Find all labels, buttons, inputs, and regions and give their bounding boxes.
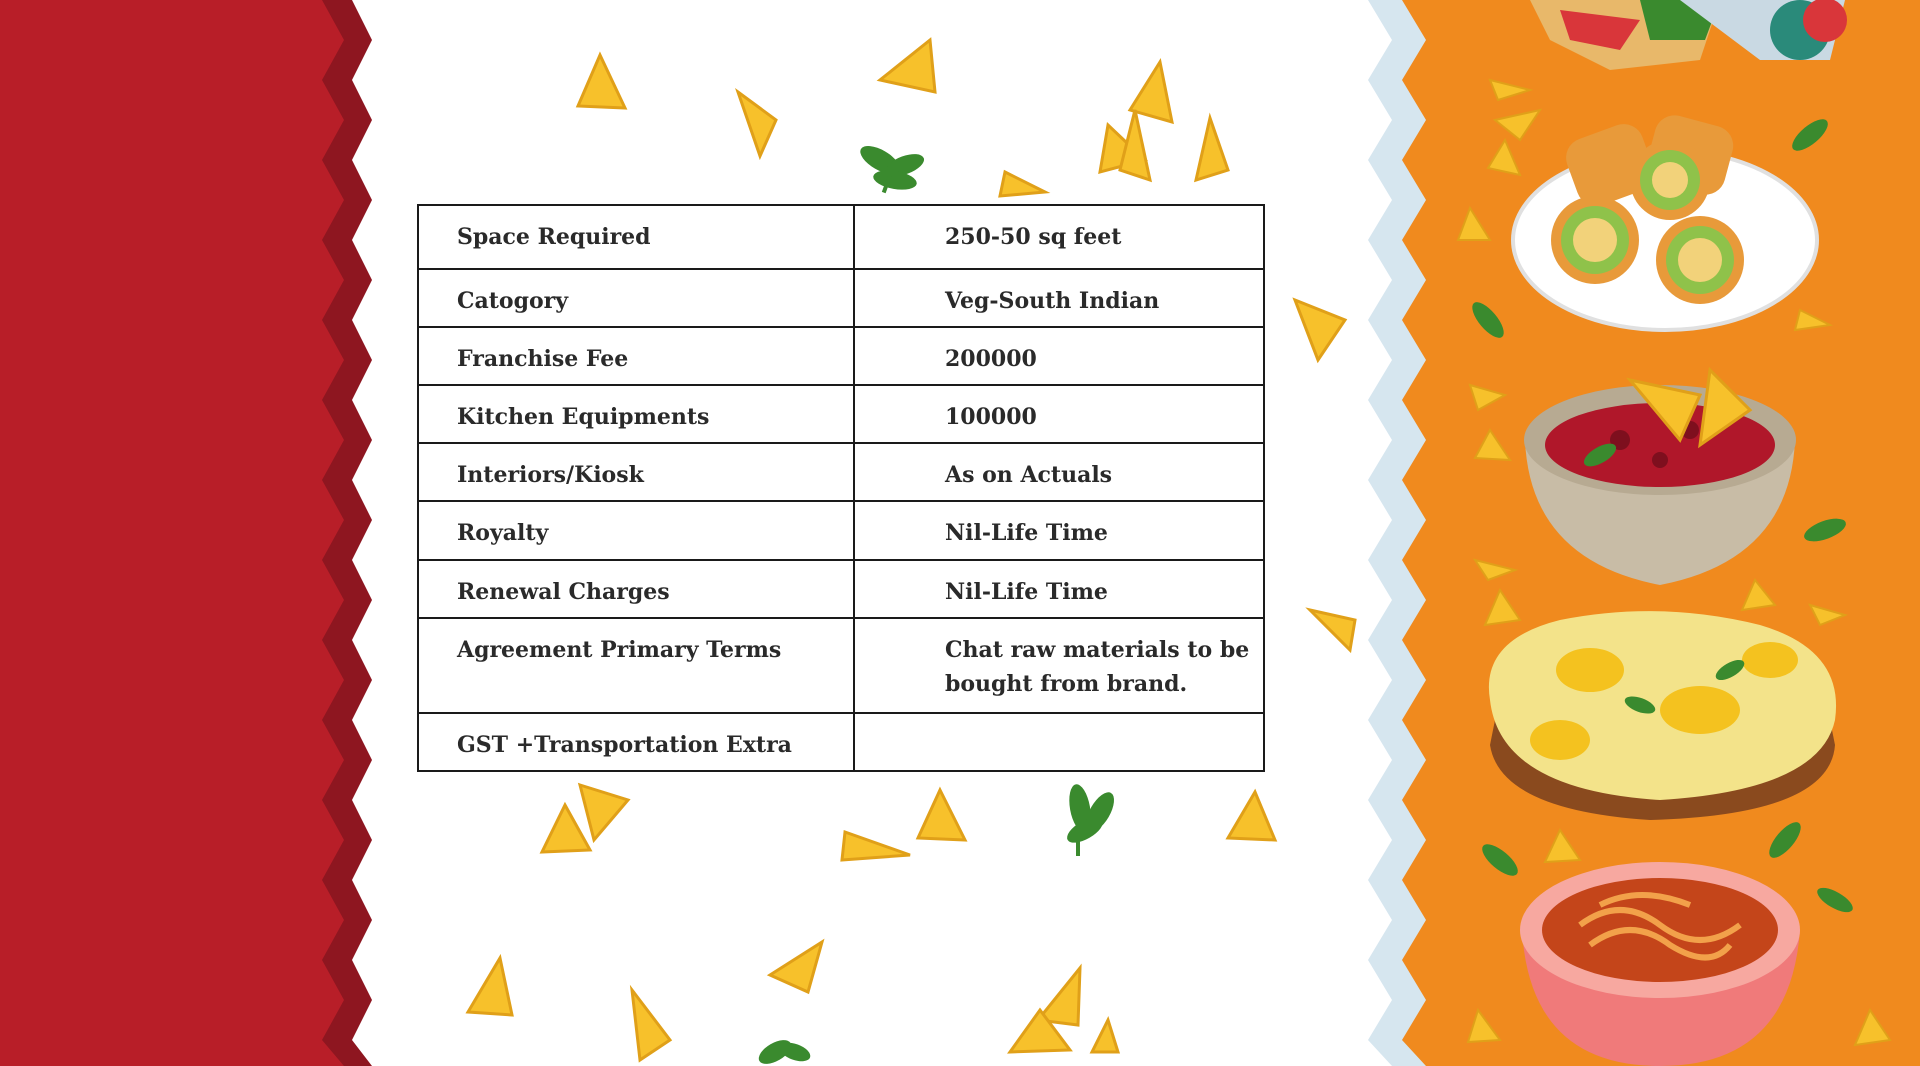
row-label: Kitchen Equipments xyxy=(418,385,854,443)
row-label: Franchise Fee xyxy=(418,327,854,385)
row-value: 100000 xyxy=(854,385,1264,443)
row-label: Catogory xyxy=(418,269,854,327)
table-row xyxy=(418,560,1264,618)
cheese-toast-icon xyxy=(1489,611,1836,820)
table-row xyxy=(418,443,1264,501)
nacho-chip-icon xyxy=(1310,610,1355,650)
nacho-chip-icon xyxy=(542,805,590,852)
row-value: Chat raw materials to be bought from brand. xyxy=(854,618,1264,713)
row-value: As on Actuals xyxy=(854,443,1264,501)
row-value: Nil-Life Time xyxy=(854,560,1264,618)
nacho-chip-icon xyxy=(770,942,822,992)
nacho-chip-icon xyxy=(1092,1020,1118,1052)
nacho-chip-icon xyxy=(880,40,935,92)
row-value: Nil-Life Time xyxy=(854,501,1264,560)
table-row xyxy=(418,385,1264,443)
nacho-chip-icon xyxy=(580,785,628,840)
row-label: Renewal Charges xyxy=(418,560,854,618)
nacho-chip-icon xyxy=(842,832,910,860)
nacho-chip-icon xyxy=(918,790,965,840)
row-label: Space Required xyxy=(418,205,854,269)
nacho-chip-icon xyxy=(1000,172,1045,196)
table-row xyxy=(418,501,1264,560)
table-row xyxy=(418,205,1264,269)
parsley-leaf-icon xyxy=(755,1035,813,1066)
row-label: GST +Transportation Extra xyxy=(418,713,854,771)
row-value: 250-50 sq feet xyxy=(854,205,1264,269)
nacho-chip-icon xyxy=(738,92,776,156)
left-red-band xyxy=(0,0,344,1066)
row-value: Veg-South Indian xyxy=(854,269,1264,327)
row-label: Agreement Primary Terms xyxy=(418,618,854,713)
nacho-chip-icon xyxy=(468,958,512,1015)
row-value xyxy=(854,713,1264,771)
parsley-leaf-icon xyxy=(1063,783,1119,856)
row-label: Interiors/Kiosk xyxy=(418,443,854,501)
parsley-leaf-icon xyxy=(856,140,927,193)
table-row xyxy=(418,618,1264,713)
nacho-chip-icon xyxy=(632,990,670,1060)
nacho-chip-icon xyxy=(578,55,625,108)
table-row xyxy=(418,269,1264,327)
table-row xyxy=(418,713,1264,771)
row-value: 200000 xyxy=(854,327,1264,385)
nacho-chip-icon xyxy=(1196,118,1228,180)
nacho-chip-icon xyxy=(1228,792,1275,840)
nacho-chip-icon xyxy=(1295,300,1345,360)
row-label: Royalty xyxy=(418,501,854,560)
table-row xyxy=(418,327,1264,385)
franchise-info-table xyxy=(417,204,1265,772)
